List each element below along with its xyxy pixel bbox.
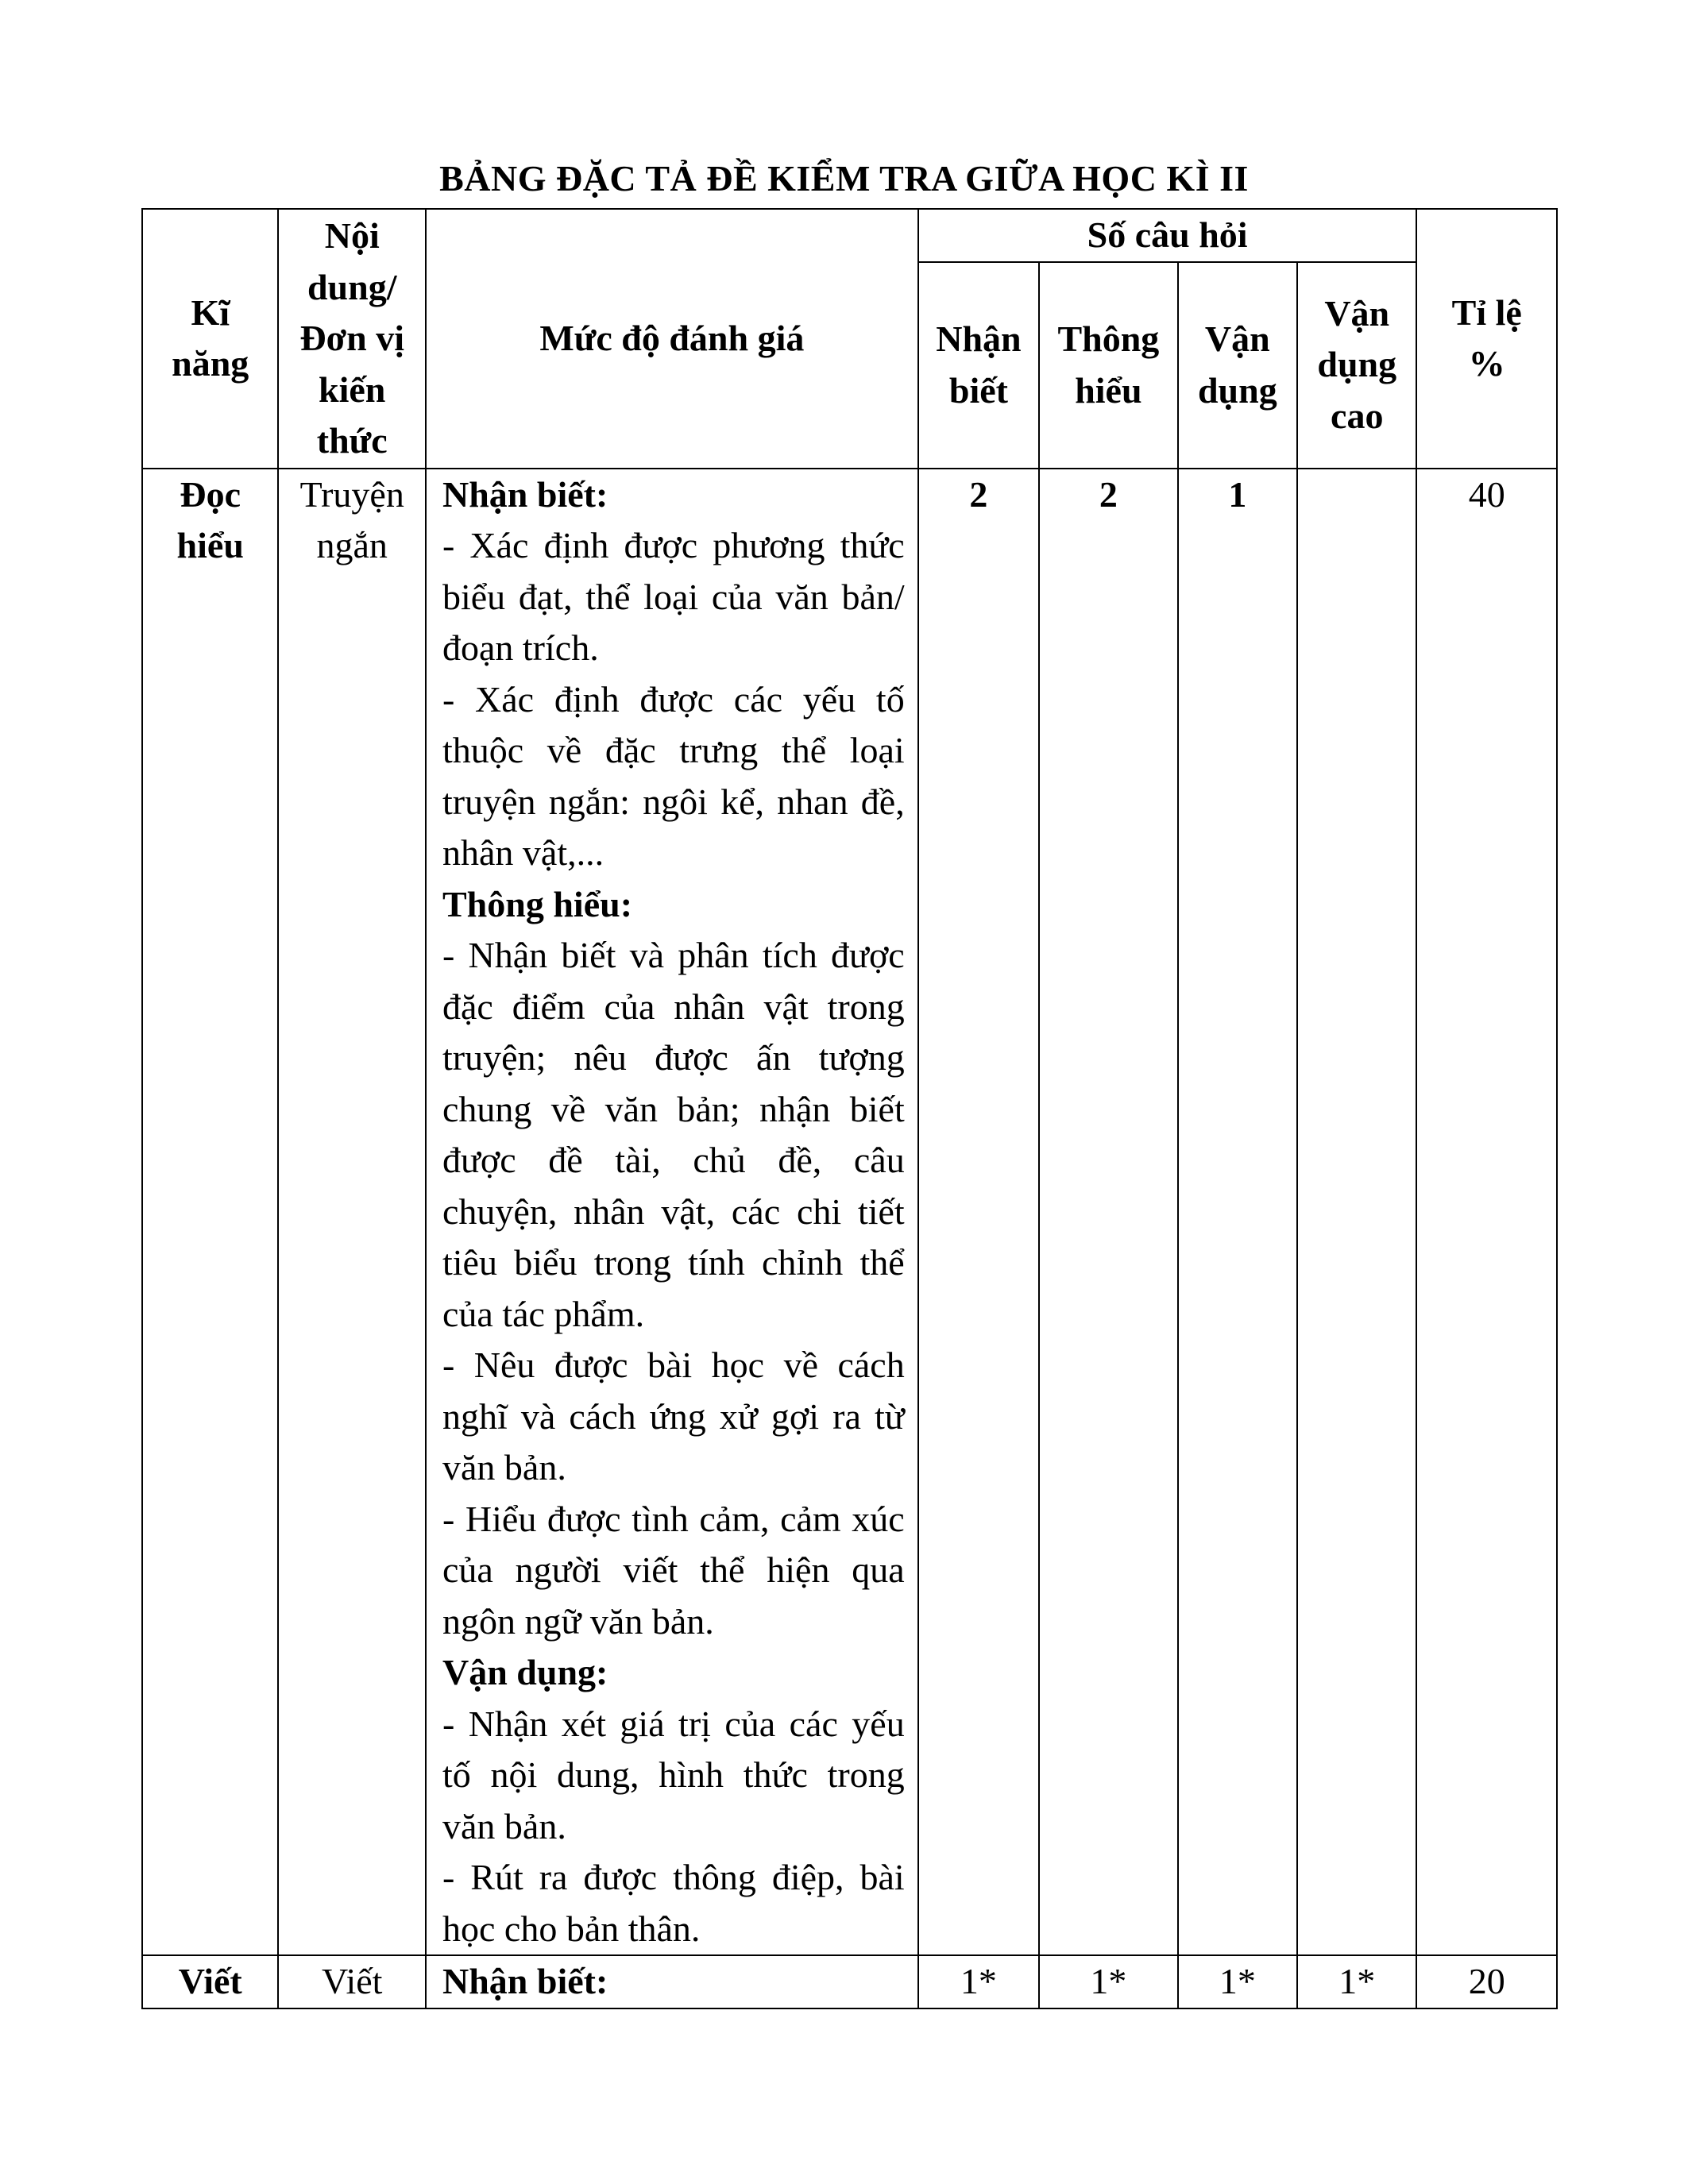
header-van-dung: Vận dụng <box>1178 262 1297 469</box>
cell-van-dung: 1 <box>1178 469 1297 1956</box>
page-title: BẢNG ĐẶC TẢ ĐỀ KIỂM TRA GIỮA HỌC KÌ II <box>439 158 1249 199</box>
level-item: - Hiểu được tình cảm, cảm xúc của người viết thể hiện qua ngôn ngữ văn bản. <box>442 1498 905 1642</box>
cell-thong-hieu: 2 <box>1039 469 1177 1956</box>
header-row-1 <box>142 209 1557 262</box>
cell-van-dung-cao <box>1297 469 1416 1956</box>
specification-table <box>141 208 1558 2009</box>
header-ki-nang: Kĩ năng <box>142 209 278 469</box>
level-item: - Nhận biết và phân tích được đặc điểm của nhân vật trong truyện; nêu được ấn tượng chung về văn bản; nhận biết được đề tài, chủ đề, câu chuyện, nhân vật, các chi tiết tiêu biểu trong tính chỉnh thể của tác phẩm. <box>442 935 905 1334</box>
cell-ki-nang: Đọc hiểu <box>142 469 278 1956</box>
cell-noi-dung: Truyện ngắn <box>278 469 426 1956</box>
level-item: - Nêu được bài học về cách nghĩ và cách ứng xử gợi ra từ văn bản. <box>442 1345 905 1488</box>
header-noi-dung: Nội dung/ Đơn vị kiến thức <box>278 209 426 469</box>
cell-van-dung: 1* <box>1178 1955 1297 2008</box>
cell-nhan-biet: 2 <box>918 469 1039 1956</box>
header-ti-le: Tỉ lệ % <box>1416 209 1557 469</box>
level-label: Nhận biết: <box>442 1961 608 2001</box>
cell-ti-le: 20 <box>1416 1955 1557 2008</box>
cell-thong-hieu: 1* <box>1039 1955 1177 2008</box>
level-item: - Rút ra được thông điệp, bài học cho bản thân. <box>442 1857 905 1949</box>
level-item: - Xác định được các yếu tố thuộc về đặc trưng thể loại truyện ngắn: ngôi kể, nhan đề, nhân vật,... <box>442 678 905 873</box>
level-label: Vận dụng: <box>442 1652 608 1692</box>
header-so-cau-hoi: Số câu hỏi <box>918 209 1417 262</box>
cell-van-dung-cao: 1* <box>1297 1955 1416 2008</box>
level-label: Thông hiểu: <box>442 883 633 924</box>
level-label: Nhận biết: <box>442 473 608 515</box>
cell-noi-dung: Viết <box>278 1955 426 2008</box>
header-van-dung-cao: Vận dụng cao <box>1297 262 1416 469</box>
row-doc-hieu <box>142 469 1557 1956</box>
header-thong-hieu: Thông hiểu <box>1039 262 1177 469</box>
level-item: - Xác định được phương thức biểu đạt, thể loại của văn bản/ đoạn trích. <box>442 525 905 668</box>
row-viet <box>142 1955 1557 2008</box>
cell-ti-le: 40 <box>1416 469 1557 1956</box>
header-muc-do: Mức độ đánh giá <box>426 209 918 469</box>
header-nhan-biet: Nhận biết <box>918 262 1039 469</box>
cell-nhan-biet: 1* <box>918 1955 1039 2008</box>
level-item: - Nhận xét giá trị của các yếu tố nội dung, hình thức trong văn bản. <box>442 1703 905 1846</box>
cell-ki-nang: Viết <box>142 1955 278 2008</box>
cell-muc-do <box>426 1955 918 2008</box>
cell-muc-do <box>426 469 918 1956</box>
